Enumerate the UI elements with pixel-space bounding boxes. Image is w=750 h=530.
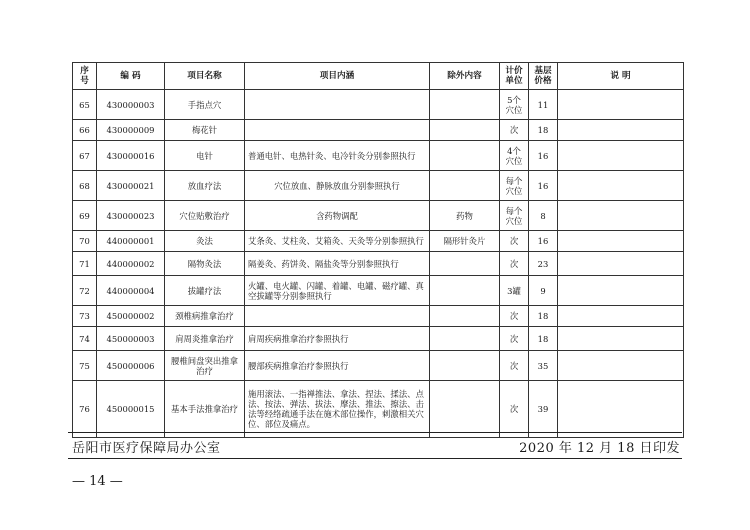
- row-content: 火罐、电火罐、闪罐、着罐、电罐、磁疗罐、真空拔罐等分别参照执行: [245, 276, 430, 306]
- row-price: 39: [529, 381, 558, 438]
- header-note: 说 明: [558, 63, 684, 90]
- row-excluded: [430, 327, 500, 351]
- row-content: 施用滚法、一指禅推法、拿法、捏法、揉法、点法、按法、弹法、拔法、摩法、推法、擦法、击法等经络疏通手法在施术部位操作，刺激相关穴位、部位及痛点。: [245, 381, 430, 438]
- row-no: 67: [73, 141, 97, 171]
- row-excluded: [430, 90, 500, 120]
- row-name: 肩周炎推拿治疗: [165, 327, 245, 351]
- row-unit: 次: [500, 381, 529, 438]
- row-note: [558, 381, 684, 438]
- row-name: 拔罐疗法: [165, 276, 245, 306]
- row-content: [245, 90, 430, 120]
- row-code: 450000003: [97, 327, 165, 351]
- row-excluded: [430, 252, 500, 276]
- row-content: 含药物调配: [245, 201, 430, 231]
- table-row: [73, 351, 684, 381]
- row-code: 450000015: [97, 381, 165, 438]
- row-unit: 次: [500, 306, 529, 327]
- row-price: 18: [529, 327, 558, 351]
- row-unit: 每个穴位: [500, 201, 529, 231]
- row-note: [558, 327, 684, 351]
- table-row: [73, 141, 684, 171]
- row-no: 68: [73, 171, 97, 201]
- fee-table: [72, 62, 684, 438]
- row-content: [245, 306, 430, 327]
- row-price: 16: [529, 231, 558, 252]
- row-price: 18: [529, 306, 558, 327]
- row-code: 430000023: [97, 201, 165, 231]
- row-note: [558, 306, 684, 327]
- footer-bottom-rule: [68, 458, 682, 459]
- row-code: 430000016: [97, 141, 165, 171]
- row-price: 16: [529, 141, 558, 171]
- page-number: — 14 —: [72, 474, 123, 489]
- row-note: [558, 231, 684, 252]
- row-unit: 5个穴位: [500, 90, 529, 120]
- row-unit: 4个穴位: [500, 141, 529, 171]
- table-header-row: [73, 63, 684, 90]
- row-name: 穴位贴敷治疗: [165, 201, 245, 231]
- header-unit: 计价单位: [500, 63, 529, 90]
- row-unit: 次: [500, 351, 529, 381]
- row-content: 隔姜灸、药饼灸、隔盐灸等分别参照执行: [245, 252, 430, 276]
- row-no: 70: [73, 231, 97, 252]
- row-excluded: 隔形针灸片: [430, 231, 500, 252]
- row-no: 73: [73, 306, 97, 327]
- row-note: [558, 276, 684, 306]
- row-price: 23: [529, 252, 558, 276]
- row-no: 69: [73, 201, 97, 231]
- row-name: 隔物灸法: [165, 252, 245, 276]
- row-excluded: [430, 171, 500, 201]
- row-content: 腰部疾病推拿治疗参照执行: [245, 351, 430, 381]
- row-price: 35: [529, 351, 558, 381]
- table-row: [73, 90, 684, 120]
- row-no: 75: [73, 351, 97, 381]
- table-row: [73, 201, 684, 231]
- row-price: 18: [529, 120, 558, 141]
- row-name: 基本手法推拿治疗: [165, 381, 245, 438]
- row-content: [245, 120, 430, 141]
- row-code: 440000001: [97, 231, 165, 252]
- row-price: 9: [529, 276, 558, 306]
- row-unit: 次: [500, 231, 529, 252]
- row-unit: 次: [500, 120, 529, 141]
- row-excluded: [430, 381, 500, 438]
- header-no: 序号: [73, 63, 97, 90]
- row-note: [558, 171, 684, 201]
- header-content: 项目内涵: [245, 63, 430, 90]
- header-code: 编 码: [97, 63, 165, 90]
- row-note: [558, 252, 684, 276]
- table-row: [73, 276, 684, 306]
- row-excluded: 药物: [430, 201, 500, 231]
- row-note: [558, 141, 684, 171]
- row-note: [558, 120, 684, 141]
- row-code: 430000021: [97, 171, 165, 201]
- row-name: 放血疗法: [165, 171, 245, 201]
- header-excluded: 除外内容: [430, 63, 500, 90]
- row-note: [558, 201, 684, 231]
- table-row: [73, 171, 684, 201]
- header-name: 项目名称: [165, 63, 245, 90]
- row-price: 16: [529, 171, 558, 201]
- table-row: [73, 252, 684, 276]
- row-unit: 次: [500, 327, 529, 351]
- row-code: 430000003: [97, 90, 165, 120]
- row-name: 手指点穴: [165, 90, 245, 120]
- table-row: [73, 231, 684, 252]
- row-code: 450000006: [97, 351, 165, 381]
- row-no: 65: [73, 90, 97, 120]
- issue-date: 2020 年 12 月 18 日印发: [519, 441, 680, 456]
- row-no: 66: [73, 120, 97, 141]
- row-name: 灸法: [165, 231, 245, 252]
- row-no: 72: [73, 276, 97, 306]
- table-row: [73, 120, 684, 141]
- row-code: 440000002: [97, 252, 165, 276]
- row-price: 8: [529, 201, 558, 231]
- row-no: 74: [73, 327, 97, 351]
- row-code: 430000009: [97, 120, 165, 141]
- row-note: [558, 90, 684, 120]
- row-excluded: [430, 306, 500, 327]
- row-content: 肩周疾病推拿治疗参照执行: [245, 327, 430, 351]
- row-code: 440000004: [97, 276, 165, 306]
- row-code: 450000002: [97, 306, 165, 327]
- row-name: 颈椎病推拿治疗: [165, 306, 245, 327]
- row-unit: 次: [500, 252, 529, 276]
- row-content: 穴位放血、静脉放血分别参照执行: [245, 171, 430, 201]
- row-excluded: [430, 276, 500, 306]
- row-unit: 每个穴位: [500, 171, 529, 201]
- table-row: [73, 327, 684, 351]
- row-excluded: [430, 120, 500, 141]
- table-row: [73, 306, 684, 327]
- row-no: 71: [73, 252, 97, 276]
- table-row: [73, 381, 684, 438]
- row-price: 11: [529, 90, 558, 120]
- row-name: 电针: [165, 141, 245, 171]
- footer-top-rule: [68, 432, 682, 433]
- row-no: 76: [73, 381, 97, 438]
- row-excluded: [430, 141, 500, 171]
- row-content: 艾条灸、艾柱灸、艾箱灸、天灸等分别参照执行: [245, 231, 430, 252]
- row-content: 普通电针、电热针灸、电冷针灸分别参照执行: [245, 141, 430, 171]
- row-unit: 3罐: [500, 276, 529, 306]
- row-excluded: [430, 351, 500, 381]
- issuing-office: 岳阳市医疗保障局办公室: [72, 441, 221, 456]
- row-note: [558, 351, 684, 381]
- row-name: 梅花针: [165, 120, 245, 141]
- row-name: 腰椎间盘突出推拿治疗: [165, 351, 245, 381]
- header-price: 基层价格: [529, 63, 558, 90]
